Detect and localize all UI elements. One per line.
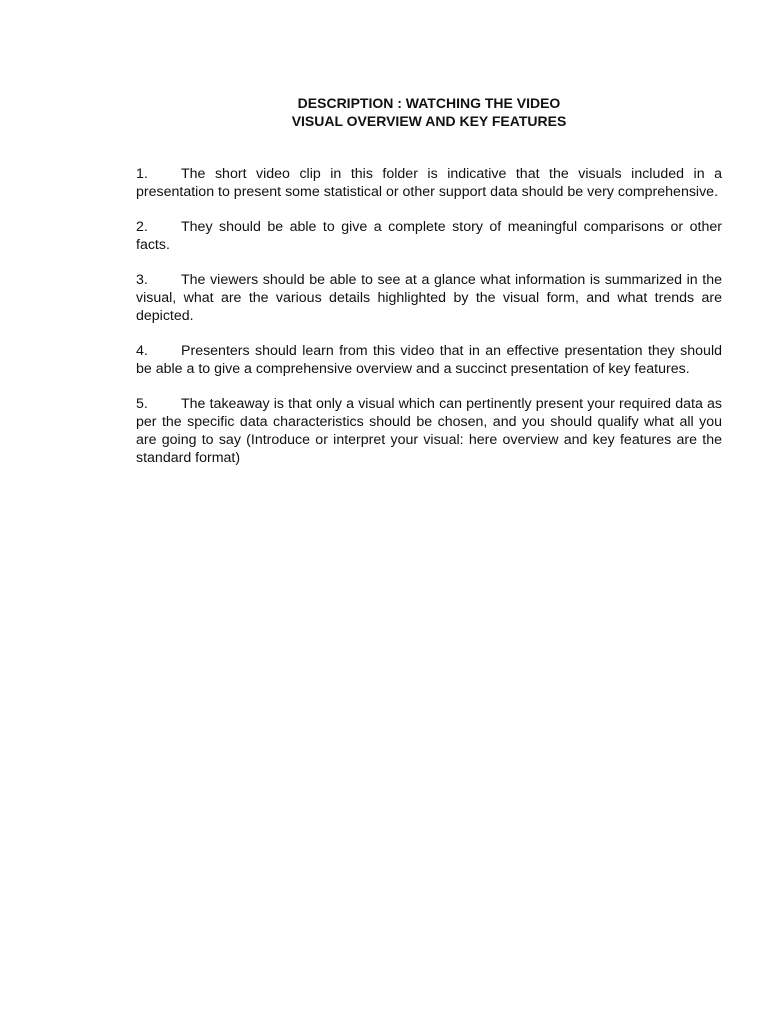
list-item-2 xyxy=(136,218,722,254)
list-item-text: Presenters should learn from this video that in an effective presentation they should be able a to give a comprehensive overview and a succinct presentation of key features. xyxy=(136,343,722,377)
numbered-list xyxy=(136,165,722,484)
list-item-text: They should be able to give a complete story of meaningful comparisons or other facts. xyxy=(136,219,722,253)
list-item-4 xyxy=(136,342,722,378)
list-item-number: 5. xyxy=(136,396,148,412)
list-item-1 xyxy=(136,165,722,201)
list-item-text: The viewers should be able to see at a glance what information is summarized in the visual, what are the various details highlighted by the visual form, and what trends are depicted. xyxy=(136,272,722,324)
list-item-text: The takeaway is that only a visual which can pertinently present your required data as per the specific data characteristics should be chosen, and you should qualify what all you are going to say (Introduce or interpret your visual: here overview and key features are the standard format) xyxy=(136,396,722,466)
title-line-1: DESCRIPTION : WATCHING THE VIDEO xyxy=(297,95,561,111)
list-item-number: 2. xyxy=(136,219,148,235)
list-item-text: The short video clip in this folder is indicative that the visuals included in a presentation to present some statistical or other support data should be very comprehensive. xyxy=(136,166,722,200)
list-item-number: 4. xyxy=(136,343,148,359)
title-line-2: VISUAL OVERVIEW AND KEY FEATURES xyxy=(291,113,567,129)
list-item-3 xyxy=(136,271,722,325)
document-title xyxy=(136,94,722,130)
list-item-number: 3. xyxy=(136,272,148,288)
list-item-number: 1. xyxy=(136,166,148,182)
list-item-5 xyxy=(136,395,722,467)
